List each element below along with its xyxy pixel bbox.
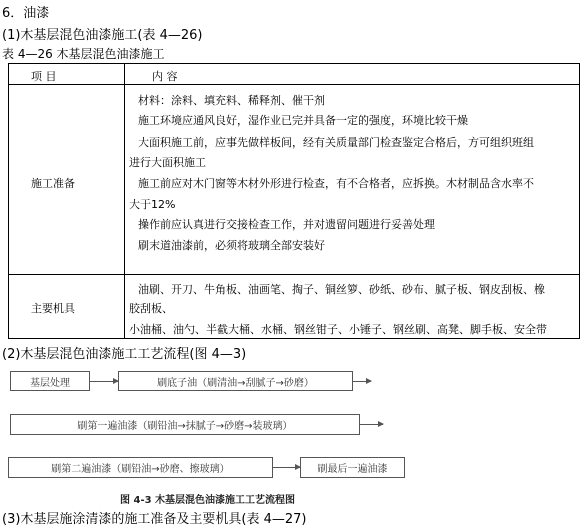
row-divider (9, 84, 579, 85)
table-caption: 表 4—26 木基层混色油漆施工 (2, 47, 165, 61)
column-divider (124, 64, 125, 338)
flow-arrow (353, 381, 371, 382)
content-line: 大于12% (129, 198, 176, 211)
content-line: 操作前应认真进行交接检查工作，并对遗留问题进行妥善处理 (138, 218, 435, 231)
content-line: 油刷、开刀、牛角板、油画笔、掏子、铜丝箩、砂纸、砂布、腻子板、钢皮刮板、橡 (138, 283, 545, 296)
row-divider (9, 274, 579, 275)
header-content: 内 容 (152, 70, 178, 83)
flow-step-final-coat: 刷最后一遍油漆 (300, 457, 405, 478)
content-line: 小油桶、油勺、半截大桶、水桶、钢丝钳子、小锤子、钢丝刷、高凳、脚手板、安全带 (129, 323, 547, 336)
section-heading: 6．油漆 (2, 6, 50, 21)
content-line: 施工前应对木门窗等木材外形进行检查，有不合格者，应拆换。木材制品含水率不 (138, 177, 534, 190)
row-item-label: 施工准备 (31, 177, 75, 190)
subsection-2-title: (2)木基层混色油漆施工工艺流程(图 4—3) (2, 347, 247, 362)
content-line: 进行大面积施工 (129, 156, 206, 169)
content-line: 施工环境应通风良好，湿作业已完并具备一定的强度，环境比较干燥 (138, 114, 468, 127)
flow-step-first-coat: 刷第一遍油漆（刷铅油→抹腻子→砂磨→装玻璃） (10, 414, 360, 435)
content-line: 大面积施工前，应事先做样板间，经有关质量部门检查鉴定合格后，方可组织班组 (138, 136, 534, 149)
header-item: 项 目 (31, 70, 57, 83)
flow-arrow (90, 381, 118, 382)
content-line: 胶刮板、 (129, 302, 173, 315)
content-line: 刷末道油漆前，必须将玻璃全部安装好 (138, 239, 325, 252)
flow-step-primer: 刷底子油（刷清油→刮腻子→砂磨） (118, 371, 353, 391)
subsection-1-title: (1)木基层混色油漆施工(表 4—26) (2, 28, 203, 43)
subsection-3-title: (3)木基层施涂清漆的施工准备及主要机具(表 4—27) (2, 512, 307, 527)
flow-step-second-coat: 刷第二遍油漆（刷铅油→砂磨、擦玻璃） (8, 457, 273, 478)
content-line: 材料：涂料、填充料、稀释剂、催干剂 (138, 94, 325, 107)
data-table (8, 63, 580, 339)
flow-arrow (273, 467, 300, 468)
row-item-label: 主要机具 (31, 302, 75, 315)
figure-caption: 图 4-3 木基层混色油漆施工工艺流程图 (120, 495, 296, 506)
flow-step-base-treatment: 基层处理 (10, 371, 90, 391)
flow-arrow (360, 424, 383, 425)
